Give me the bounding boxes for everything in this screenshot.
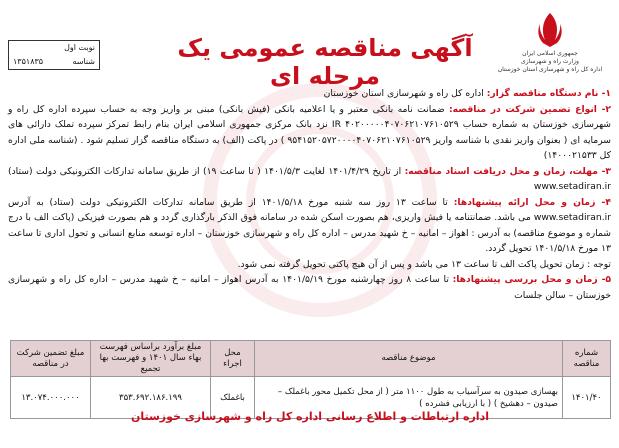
section-4-title: ۴- زمان و محل ارائه پیشنهادها: <box>453 196 611 208</box>
notice-id-label: شناسه <box>72 57 95 66</box>
tender-table <box>10 340 611 419</box>
table-header-row <box>11 341 611 377</box>
section-4 <box>8 195 611 257</box>
notice-box <box>8 40 100 70</box>
notice-round-row <box>13 41 95 55</box>
org-line-2: وزارت راه و شهرسازی <box>521 58 579 65</box>
col-estimate-header: مبلغ برآورد براساس فهرست بهاء سال ۱۴۰۱ و فهرست بها تجمیع <box>91 341 211 377</box>
notice-body <box>8 86 611 303</box>
section-3 <box>8 164 611 195</box>
col-guarantee-header: مبلغ تضمین شرکت در مناقصه <box>11 341 91 377</box>
org-logo-block <box>495 10 605 90</box>
section-2-text: ضمانت نامه بانکی معتبر و یا اعلامیه بانکی (فیش بانکی) مبنی بر واریز وجه به حساب سپرده اداره کل راه و شهرسازی خوزستان به شماره حساب ۴۰۲۰۰۰۰۰۴۰۷۰۶۲۱۰۷۶۱۰۵۲۹ IR نزد بانک مرکزی جمهوری اسلامی ایران بنام رابط تمرکز سپرده تملک دارائی های سرمایه ای ( بعنوان واریز نقدی با شناسه واریز ۹۵۴۱۵۲۰۵۷۲۰۰۰۰۴۰۷۰۶۲۱۰۷۶۱۰۵۲۹ ) در پاکت (الف) به دستگاه مناقصه گزار تسلیم شود . (شناسه ملی اداره کل ۱۴۰۰۰۲۱۵۳۳) <box>8 103 612 161</box>
cell-number: ۱۴۰۱/۴۰ <box>563 377 611 419</box>
notice-id-value: ۱۳۵۱۸۳۵ <box>13 57 44 66</box>
col-subject-header: موضوع مناقصه <box>255 341 563 377</box>
cell-place: باغملک <box>211 377 255 419</box>
section-1 <box>8 86 611 102</box>
col-place-header: محل اجراء <box>211 341 255 377</box>
iran-emblem-icon <box>533 10 567 50</box>
section-4-note: توجه : زمان تحویل پاکت الف تا ساعت ۱۳ می باشد و پس از آن هیچ پاکتی تحویل گرفته نمی شود. <box>237 258 611 270</box>
section-5-title: ۵- زمان و محل بررسی پیشنهادها: <box>452 274 611 285</box>
section-5 <box>8 272 611 303</box>
cell-estimate: ۳۵۳.۶۹۲.۱۸۶.۱۹۹ <box>91 377 211 419</box>
section-1-title: ۱- نام دستگاه مناقصه گزار: <box>486 88 611 99</box>
section-5-text: تا ساعت ۸ روز چهارشنبه مورخ ۱۴۰۱/۵/۱۹ به آدرس اهواز – امانیه – خ شهید مدرس – اداره کل راه و شهرسازی خوزستان – سالن جلسات <box>8 274 611 301</box>
org-line-3: اداره کل راه و شهرسازی استان خوزستان <box>497 66 603 73</box>
cell-subject: بهسازی صیدون به سرآسیاب به طول ۱۱۰۰ متر ( از محل تکمیل محور باغملک – صیدون – دهشیخ ) ( با ارزیابی فشرده ) <box>255 377 563 419</box>
cell-guarantee: ۱۳.۰۷۴.۰۰۰.۰۰۰ <box>11 377 91 419</box>
section-2 <box>8 102 611 164</box>
org-line-1: جمهوری اسلامی ایران <box>522 50 578 57</box>
col-number-header: شماره مناقصه <box>563 341 611 377</box>
section-4-text: تا ساعت ۱۳ روز سه شنبه مورخ ۱۴۰۱/۵/۱۸ از طریق سامانه تدارکات الکترونیکی دولت (ستاد) به آدرس www.setadiran.ir می باشد. ضمانتنامه یا فیش واریزی، هم بصورت اسکن شده در سامانه فوق الذکر بارگذاری گردد و هم بصورت فیزیکی (پاکت الف با درج شماره و موضوع مناقصه) به آدرس : اهواز – امانیه – خ شهید مدرس – اداره کل راه و شهرسازی خوزستان – اداره توسعه منابع انسانی و تحول اداری تا ساعت ۱۳ مورخ ۱۴۰۱/۵/۱۸ تحویل گردد. <box>8 196 611 254</box>
notice-id-row <box>13 55 95 69</box>
footer-credit: اداره ارتباطات و اطلاع رسانی اداره کل راه و شهرسازی خوزستان <box>130 410 489 423</box>
section-2-title: ۲- انواع تضمین شرکت در مناقصه: <box>448 103 612 115</box>
notice-round-label: نوبت اول <box>64 43 95 52</box>
section-3-title: ۳- مهلت، زمان و محل دریافت اسناد مناقصه: <box>404 165 611 177</box>
section-3-text: از تاریخ ۱۴۰۱/۴/۲۹ لغایت ۱۴۰۱/۵/۳ ( تا ساعت ۱۹) از طریق سامانه تدارکات الکترونیکی دولت (ستاد) www.setadiran.ir <box>8 165 611 192</box>
section-1-text: اداره کل راه و شهرسازی استان خوزستان <box>323 88 487 99</box>
page-title: آگهی مناقصه عمومی یک مرحله ای <box>177 34 473 90</box>
